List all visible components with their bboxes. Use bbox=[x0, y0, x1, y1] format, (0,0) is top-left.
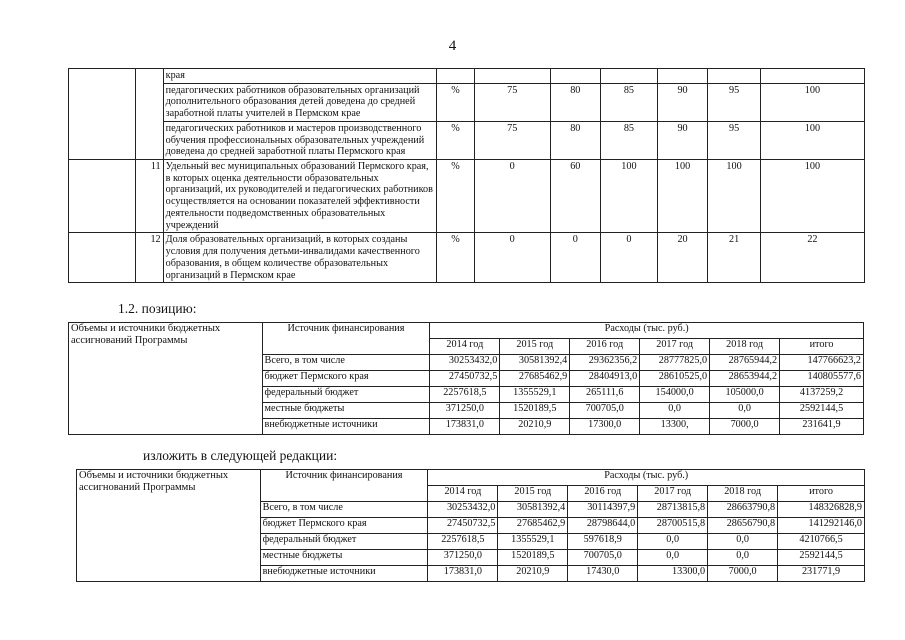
value-cell: 265111,6 bbox=[570, 387, 640, 403]
value-cell: 173831,0 bbox=[428, 566, 498, 582]
value-cell: 27450732,5 bbox=[428, 518, 498, 534]
funding-table-new bbox=[76, 469, 865, 582]
indicator-text: Доля образовательных организаций, в которых созданы условия для получения детьми-инвалидами качественного образования, в общем количестве образовательных организаций в Пермском крае bbox=[163, 233, 436, 283]
table-row bbox=[69, 121, 865, 159]
source-header: Источник финансирования bbox=[262, 323, 430, 355]
value-cell: 0,0 bbox=[638, 534, 708, 550]
value-cell: 13300, bbox=[640, 419, 710, 435]
source-name: Всего, в том числе bbox=[260, 502, 428, 518]
value-cell: 0,0 bbox=[708, 550, 778, 566]
value-cell: 75 bbox=[474, 83, 550, 121]
section-heading: 1.2. позицию: bbox=[118, 301, 197, 316]
unit-cell: % bbox=[437, 160, 475, 233]
page-number: 4 bbox=[448, 38, 457, 54]
table-row bbox=[69, 323, 864, 339]
value-cell: 4137259,2 bbox=[780, 387, 864, 403]
value-cell: 28656790,8 bbox=[708, 518, 778, 534]
value-cell: 0,0 bbox=[640, 403, 710, 419]
indicators-table bbox=[68, 68, 865, 283]
indicator-text: педагогических работников и мастеров производственного обучения профессиональных образовательных учреждений доведена до средней заработной платы Пермского края bbox=[163, 121, 436, 159]
value-cell: 28700515,8 bbox=[638, 518, 708, 534]
unit-cell: % bbox=[437, 233, 475, 283]
value-cell: 1520189,5 bbox=[498, 550, 568, 566]
value-cell: 700705,0 bbox=[568, 550, 638, 566]
year-header: 2016 год bbox=[568, 486, 638, 502]
source-name: внебюджетные источники bbox=[262, 419, 430, 435]
section-heading: изложить в следующей редакции: bbox=[143, 448, 338, 463]
total-header: итого bbox=[778, 486, 865, 502]
value-cell: 30114397,9 bbox=[568, 502, 638, 518]
value-cell: 28765944,2 bbox=[710, 355, 780, 371]
year-header: 2015 год bbox=[500, 339, 570, 355]
value-cell: 0 bbox=[474, 233, 550, 283]
indicator-text: края bbox=[163, 69, 436, 84]
value-cell: 100 bbox=[657, 160, 707, 233]
year-header: 2014 год bbox=[430, 339, 500, 355]
year-header: 2015 год bbox=[498, 486, 568, 502]
value-cell: 0,0 bbox=[638, 550, 708, 566]
value-cell: 100 bbox=[760, 83, 864, 121]
table-row bbox=[77, 470, 865, 486]
value-cell: 141292146,0 bbox=[778, 518, 865, 534]
value-cell: 0,0 bbox=[708, 534, 778, 550]
value-cell: 105000,0 bbox=[710, 387, 780, 403]
value-cell: 597618,9 bbox=[568, 534, 638, 550]
value-cell: 28777825,0 bbox=[640, 355, 710, 371]
value-cell: 2257618,5 bbox=[428, 534, 498, 550]
value-cell: 80 bbox=[550, 121, 600, 159]
value-cell: 231641,9 bbox=[780, 419, 864, 435]
expenses-header: Расходы (тыс. руб.) bbox=[428, 470, 865, 486]
value-cell: 21 bbox=[708, 233, 761, 283]
table-row bbox=[69, 83, 865, 121]
source-name: федеральный бюджет bbox=[262, 387, 430, 403]
funding-table-old bbox=[68, 322, 864, 435]
value-cell: 90 bbox=[657, 83, 707, 121]
value-cell: 100 bbox=[760, 121, 864, 159]
row-number: 11 bbox=[136, 160, 163, 233]
value-cell: 60 bbox=[550, 160, 600, 233]
value-cell: 371250,0 bbox=[428, 550, 498, 566]
value-cell: 147766623,2 bbox=[780, 355, 864, 371]
year-header: 2018 год bbox=[708, 486, 778, 502]
value-cell: 13300,0 bbox=[638, 566, 708, 582]
table-row bbox=[69, 233, 865, 283]
value-cell: 85 bbox=[601, 83, 658, 121]
source-name: местные бюджеты bbox=[260, 550, 428, 566]
value-cell: 20210,9 bbox=[500, 419, 570, 435]
year-header: 2014 год bbox=[428, 486, 498, 502]
source-name: Всего, в том числе bbox=[262, 355, 430, 371]
value-cell: 100 bbox=[601, 160, 658, 233]
value-cell: 27685462,9 bbox=[498, 518, 568, 534]
value-cell: 28663790,8 bbox=[708, 502, 778, 518]
value-cell: 17430,0 bbox=[568, 566, 638, 582]
value-cell: 20210,9 bbox=[498, 566, 568, 582]
value-cell: 95 bbox=[708, 121, 761, 159]
year-header: 2016 год bbox=[570, 339, 640, 355]
source-name: местные бюджеты bbox=[262, 403, 430, 419]
value-cell: 7000,0 bbox=[710, 419, 780, 435]
source-name: бюджет Пермского края bbox=[260, 518, 428, 534]
year-header: 2017 год bbox=[640, 339, 710, 355]
total-header: итого bbox=[780, 339, 864, 355]
value-cell: 28653944,2 bbox=[710, 371, 780, 387]
value-cell: 30581392,4 bbox=[500, 355, 570, 371]
value-cell: 27685462,9 bbox=[500, 371, 570, 387]
value-cell: 1355529,1 bbox=[498, 534, 568, 550]
table-row bbox=[69, 160, 865, 233]
expenses-header: Расходы (тыс. руб.) bbox=[430, 323, 864, 339]
source-name: федеральный бюджет bbox=[260, 534, 428, 550]
value-cell: 154000,0 bbox=[640, 387, 710, 403]
value-cell: 7000,0 bbox=[708, 566, 778, 582]
value-cell: 0 bbox=[601, 233, 658, 283]
value-cell: 1355529,1 bbox=[500, 387, 570, 403]
value-cell: 17300,0 bbox=[570, 419, 640, 435]
table-row bbox=[69, 69, 865, 84]
source-name: внебюджетные источники bbox=[260, 566, 428, 582]
value-cell: 80 bbox=[550, 83, 600, 121]
value-cell: 28610525,0 bbox=[640, 371, 710, 387]
value-cell: 2592144,5 bbox=[778, 550, 865, 566]
value-cell: 85 bbox=[601, 121, 658, 159]
value-cell: 30581392,4 bbox=[498, 502, 568, 518]
value-cell: 29362356,2 bbox=[570, 355, 640, 371]
value-cell: 148326828,9 bbox=[778, 502, 865, 518]
year-header: 2018 год bbox=[710, 339, 780, 355]
value-cell: 100 bbox=[760, 160, 864, 233]
source-name: бюджет Пермского края bbox=[262, 371, 430, 387]
value-cell: 75 bbox=[474, 121, 550, 159]
value-cell: 100 bbox=[708, 160, 761, 233]
value-cell: 0,0 bbox=[710, 403, 780, 419]
value-cell: 28404913,0 bbox=[570, 371, 640, 387]
value-cell: 95 bbox=[708, 83, 761, 121]
value-cell: 4210766,5 bbox=[778, 534, 865, 550]
value-cell: 22 bbox=[760, 233, 864, 283]
value-cell: 173831,0 bbox=[430, 419, 500, 435]
value-cell: 28798644,0 bbox=[568, 518, 638, 534]
row-number: 12 bbox=[136, 233, 163, 283]
source-header: Источник финансирования bbox=[260, 470, 428, 502]
value-cell: 27450732,5 bbox=[430, 371, 500, 387]
value-cell: 28713815,8 bbox=[638, 502, 708, 518]
unit-cell: % bbox=[437, 121, 475, 159]
value-cell: 0 bbox=[474, 160, 550, 233]
value-cell: 30253432,0 bbox=[428, 502, 498, 518]
value-cell: 20 bbox=[657, 233, 707, 283]
value-cell: 231771,9 bbox=[778, 566, 865, 582]
value-cell: 371250,0 bbox=[430, 403, 500, 419]
value-cell: 2257618,5 bbox=[430, 387, 500, 403]
program-label: Объемы и источники бюджетных ассигнований Программы bbox=[69, 323, 263, 435]
value-cell: 700705,0 bbox=[570, 403, 640, 419]
program-label: Объемы и источники бюджетных ассигнований Программы bbox=[77, 470, 261, 582]
indicator-text: педагогических работников образовательных организаций дополнительного образования детей доведена до средней заработной платы учителей в Пермском крае bbox=[163, 83, 436, 121]
value-cell: 140805577,6 bbox=[780, 371, 864, 387]
value-cell: 1520189,5 bbox=[500, 403, 570, 419]
value-cell: 2592144,5 bbox=[780, 403, 864, 419]
value-cell: 90 bbox=[657, 121, 707, 159]
unit-cell: % bbox=[437, 83, 475, 121]
year-header: 2017 год bbox=[638, 486, 708, 502]
value-cell: 30253432,0 bbox=[430, 355, 500, 371]
value-cell: 0 bbox=[550, 233, 600, 283]
indicator-text: Удельный вес муниципальных образований Пермского края, в которых оценка деятельности образовательных организаций, их руководителей и педагогических работников осуществляется на основании показателей эффективности деятельности подведомственных образовательных учреждений bbox=[163, 160, 436, 233]
